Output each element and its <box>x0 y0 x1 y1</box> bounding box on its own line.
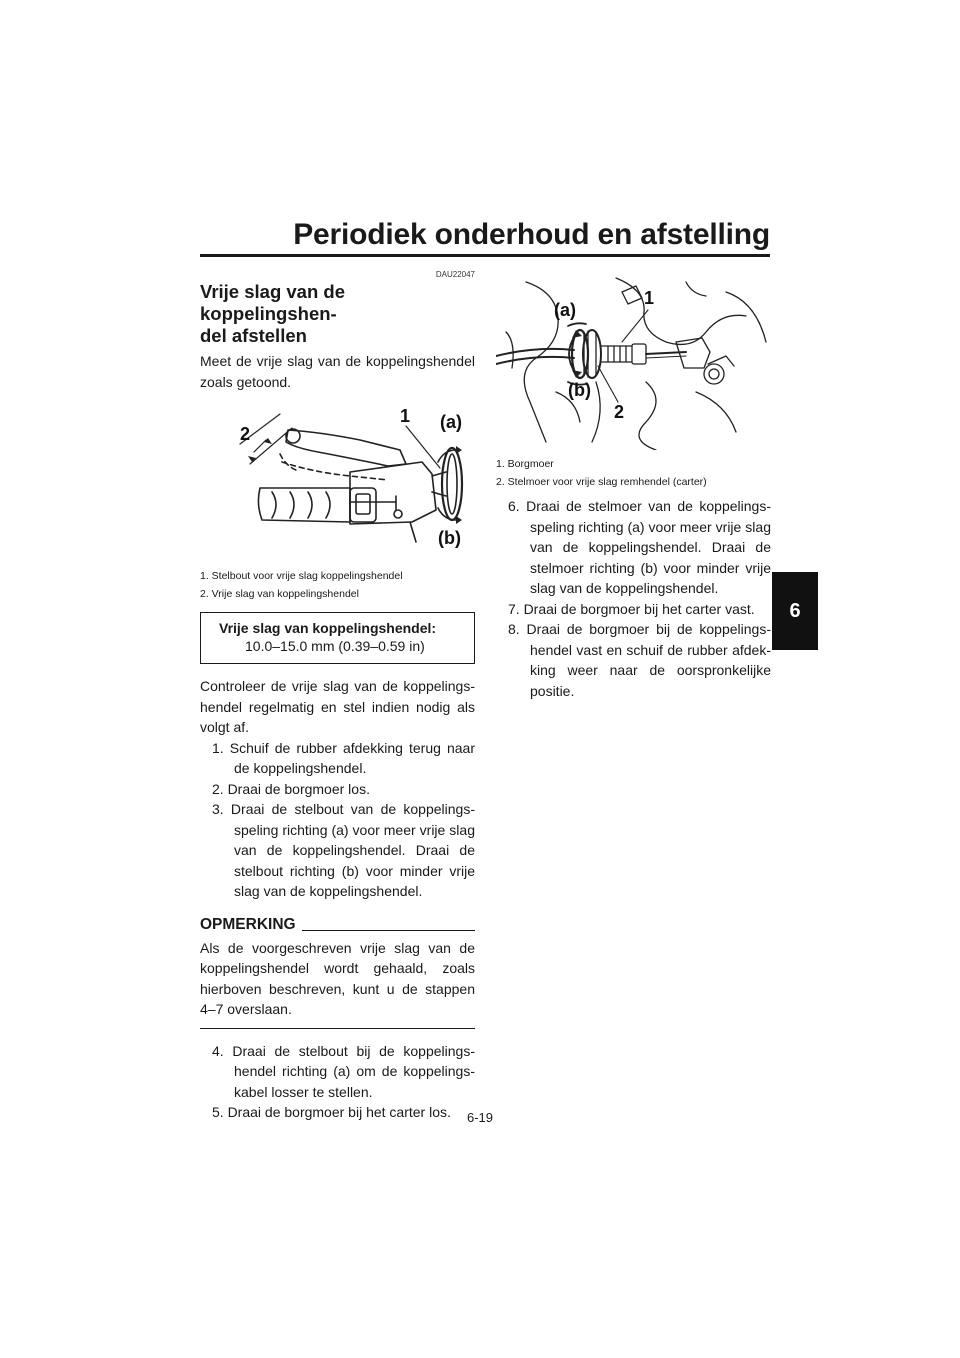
note-header <box>200 916 475 934</box>
page-header-title: Periodiek onderhoud en afstelling <box>293 218 770 251</box>
section-code: DAU22047 <box>435 270 475 279</box>
caption-item: 2. Vrije slag van koppelingshendel <box>200 588 359 600</box>
caption-item: 2. Stelmoer voor vrije slag remhendel (carter) <box>496 476 707 488</box>
step-item: 1. Schuif de rubber afdekking terug naar de koppelingshendel. <box>212 739 475 776</box>
crankcase-adjuster-figure <box>496 272 771 450</box>
header-rule <box>200 254 770 257</box>
caption-item: 1. Borgmoer <box>496 458 554 470</box>
spec-value: 10.0–15.0 mm (0.39–0.59 in) <box>245 638 425 654</box>
step-item: 6. Draai de stelmoer van de koppelings-speling richting (a) voor meer vrije slag van de koppelingshendel. Draai de stelmoer richting (b) voor minder vrije slag van de koppelingshendel. <box>508 498 771 596</box>
figure2-captions <box>496 456 771 490</box>
intro-text: Meet de vrije slag van de koppelingshendel zoals getoond. <box>200 353 475 390</box>
note-end-rule <box>200 1028 475 1029</box>
page-number: 6-19 <box>466 1110 494 1125</box>
chapter-tab: 6 <box>772 572 818 650</box>
fig2-label-1: 1 <box>644 288 655 308</box>
steps-list-3 <box>496 496 771 701</box>
right-column <box>496 272 771 701</box>
fig1-label-a: (a) <box>440 412 462 432</box>
figure1-captions <box>200 568 475 602</box>
spec-label: Vrije slag van koppelingshendel: <box>219 620 437 636</box>
fig2-label-a: (a) <box>554 300 576 320</box>
note-rule <box>302 930 475 931</box>
step-item: 4. Draai de stelbout bij de koppelings-hendel richting (a) om de koppelings-kabel losser te stellen. <box>212 1042 475 1100</box>
section-title-line1: Vrije slag van de koppelingshen- <box>200 281 345 324</box>
step-item: 7. Draai de borgmoer bij het carter vast. <box>508 600 755 617</box>
fig2-label-2: 2 <box>614 402 625 422</box>
fig1-label-b: (b) <box>438 528 461 548</box>
note-title: OPMERKING <box>200 915 296 933</box>
left-column <box>200 270 475 1123</box>
check-text: Controleer de vrije slag van de koppelings-hendel regelmatig en stel indien nodig als volgt af. <box>200 678 475 735</box>
fig1-label-2: 2 <box>240 424 251 444</box>
fig1-label-1: 1 <box>400 406 411 426</box>
section-title <box>200 281 475 347</box>
section-title-line2: del afstellen <box>200 325 307 346</box>
step-item: 2. Draai de borgmoer los. <box>212 780 370 797</box>
steps-list-1 <box>200 738 475 902</box>
step-item: 3. Draai de stelbout van de koppelings-speling richting (a) voor meer vrije slag van de koppelingshendel. Draai de stelbout richting (b) voor minder vrije slag van de koppelingshendel. <box>212 801 475 899</box>
note-text: Als de voorgeschreven vrije slag van de koppelingshendel wordt gehaald, zoals hierboven beschreven, kunt u de stappen 4–7 overslaan. <box>200 939 475 1017</box>
clutch-lever-figure <box>200 392 475 562</box>
fig2-label-b: (b) <box>568 380 591 400</box>
step-item: 8. Draai de borgmoer bij de koppelings-hendel vast en schuif de rubber afdek-king weer naar de oorspronkelijke positie. <box>508 621 771 699</box>
step-item: 5. Draai de borgmoer bij het carter los. <box>212 1104 451 1120</box>
caption-item: 1. Stelbout voor vrije slag koppelingshendel <box>200 570 403 582</box>
spec-box <box>200 612 475 664</box>
